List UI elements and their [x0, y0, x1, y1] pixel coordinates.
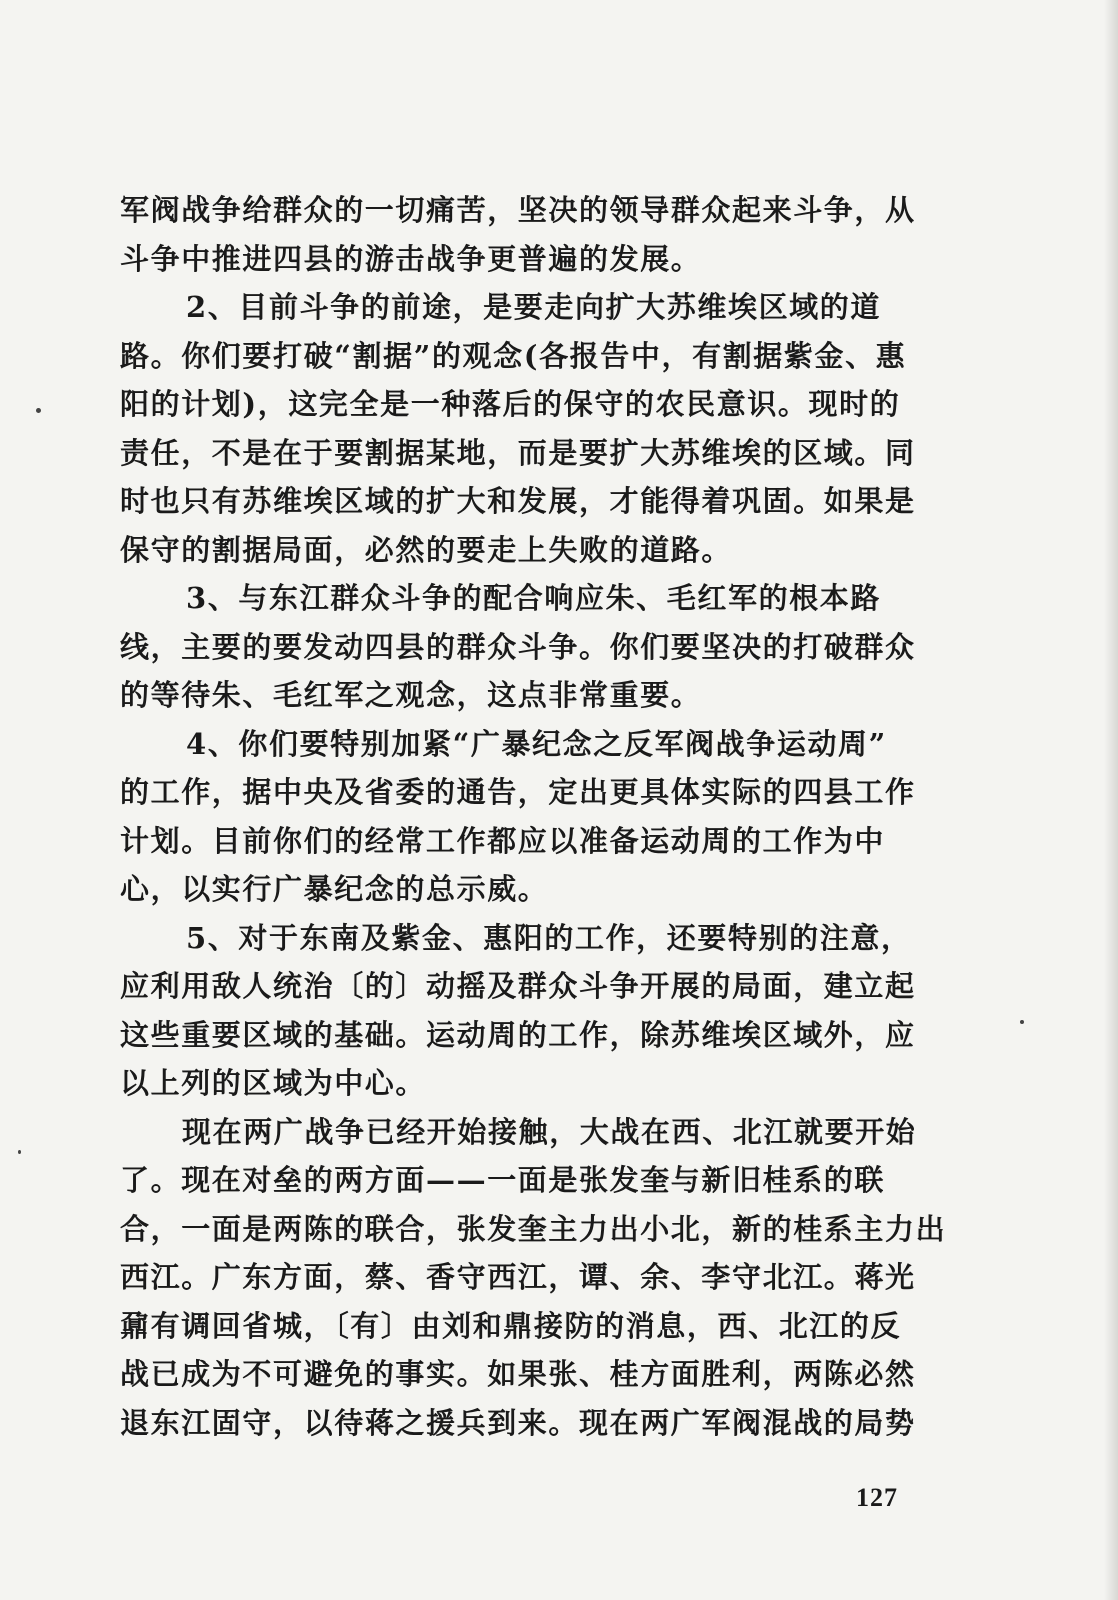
- text-line: 西江。广东方面，蔡、香守西江，谭、余、李守北江。蒋光: [120, 1260, 916, 1294]
- text-line: 线，主要的要发动四县的群众斗争。你们要坚决的打破群众: [120, 629, 916, 664]
- scan-speck: [36, 408, 41, 413]
- text-line: 鼐有调回省城，〔有〕由刘和鼎接防的消息，西、北江的反: [120, 1308, 902, 1343]
- text-line: 心，以实行广暴纪念的总示威。: [120, 872, 549, 906]
- text-line: 了。现在对垒的两方面——一面是张发奎与新旧桂系的联: [120, 1163, 886, 1197]
- text-line: 保守的割据局面，必然的要走上失败的道路。: [120, 532, 733, 567]
- text-line: 军阀战争给群众的一切痛苦，坚决的领导群众起来斗争，从: [120, 193, 916, 227]
- text-line: 3、与东江群众斗争的配合响应朱、毛红军的根本路: [186, 581, 881, 615]
- scan-speck: [1020, 1020, 1024, 1024]
- page-edge: [1104, 0, 1118, 1600]
- text-line: 5、对于东南及紫金、惠阳的工作，还要特别的注意，: [186, 920, 912, 955]
- text-line: 计划。目前你们的经常工作都应以准备运动周的工作为中: [120, 823, 886, 858]
- text-line: 的工作，据中央及省委的通告，定出更具体实际的四县工作: [120, 775, 916, 809]
- text-line: 合，一面是两陈的联合，张发奎主力出小北，新的桂系主力出: [120, 1211, 947, 1246]
- text-line: 的等待朱、毛红军之观念，这点非常重要。: [120, 678, 702, 712]
- text-line: 应利用敌人统治〔的〕动摇及群众斗争开展的局面，建立起: [120, 969, 916, 1003]
- text-line: 退东江固守，以待蒋之援兵到来。现在两广军阀混战的局势: [120, 1405, 916, 1440]
- text-line: 阳的计划)，这完全是一种落后的保守的农民意识。现时的: [120, 387, 901, 421]
- text-line: 这些重要区域的基础。运动周的工作，除苏维埃区域外，应: [120, 1017, 916, 1052]
- body-text: [120, 186, 990, 1447]
- text-line: 以上列的区域为中心。: [120, 1066, 427, 1100]
- text-line: 现在两广战争已经开始接触，大战在西、北江就要开始: [182, 1114, 917, 1149]
- scan-speck: [18, 1150, 21, 1154]
- text-line: 时也只有苏维埃区域的扩大和发展，才能得着巩固。如果是: [120, 484, 916, 518]
- text-line: 4、你们要特别加紧“广暴纪念之反军阀战争运动周”: [186, 726, 887, 761]
- text-line: 战已成为不可避免的事实。如果张、桂方面胜利，两陈必然: [120, 1357, 916, 1391]
- page-number: 127: [856, 1483, 898, 1512]
- text-line: 路。你们要打破“割据”的观念(各报告中，有割据紫金、惠: [120, 338, 907, 373]
- text-line: 2、目前斗争的前途，是要走向扩大苏维埃区域的道: [186, 290, 881, 324]
- text-line: 斗争中推进四县的游击战争更普遍的发展。: [120, 241, 702, 276]
- text-line: 责任，不是在于要割据某地，而是要扩大苏维埃的区域。同: [120, 435, 916, 470]
